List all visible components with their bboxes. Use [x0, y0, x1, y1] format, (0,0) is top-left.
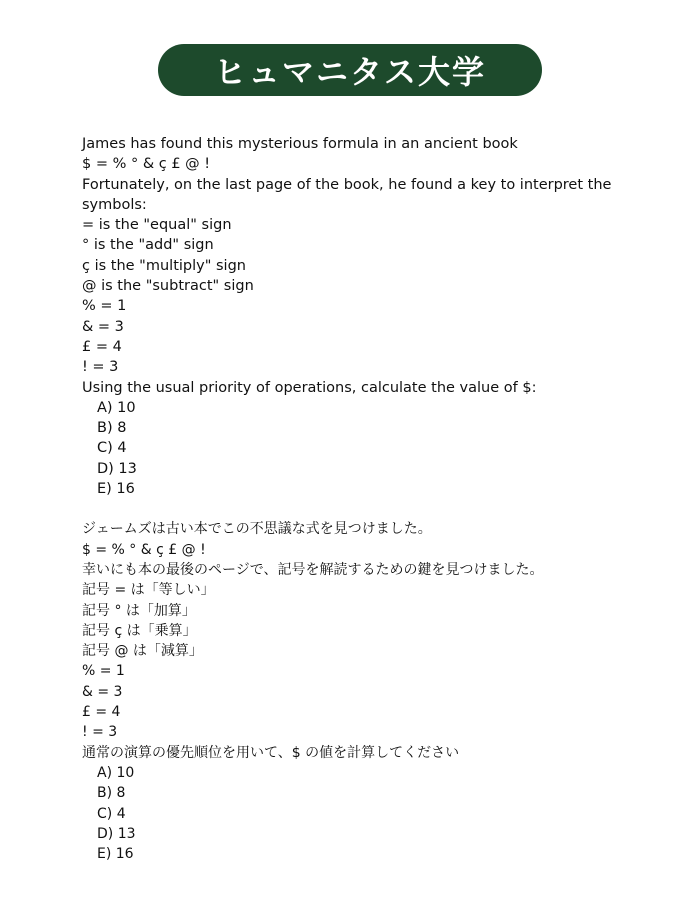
japanese-value-exclamation: ! = 3 [82, 724, 118, 741]
japanese-formula: $ = % ° & ç £ @ ! [82, 541, 206, 558]
english-key-text: Fortunately, on the last page of the book, he found a key to interpret the symbols: [82, 176, 612, 213]
question-content [82, 134, 642, 864]
japanese-question: 通常の演算の優先順位を用いて、$ の値を計算してください [82, 744, 460, 761]
english-options-list [82, 398, 642, 499]
japanese-rule-multiply: 記号 ç は「乗算」 [82, 622, 197, 639]
japanese-option-a: A) 10 [97, 764, 135, 781]
english-rule-add: ° is the "add" sign [82, 237, 214, 254]
japanese-value-percent: % = 1 [82, 663, 125, 680]
japanese-options-list [82, 763, 642, 864]
english-rule-subtract: @ is the "subtract" sign [82, 278, 254, 295]
japanese-rule-add: 記号 ° は「加算」 [82, 602, 196, 619]
english-value-pound: £ = 4 [82, 338, 122, 355]
japanese-option-c: C) 4 [97, 805, 126, 822]
japanese-option-d: D) 13 [97, 825, 136, 842]
japanese-intro: ジェームズは古い本でこの不思議な式を見つけました。 [82, 521, 432, 538]
english-option-b: B) 8 [97, 420, 127, 437]
english-rule-equal: = is the "equal" sign [82, 217, 232, 234]
english-option-a: A) 10 [97, 399, 136, 416]
japanese-key-text: 幸いにも本の最後のページで、記号を解読するための鍵を見つけました。 [82, 561, 544, 578]
japanese-rules-list [82, 580, 642, 742]
university-header-banner [158, 44, 542, 96]
english-value-exclamation: ! = 3 [82, 359, 119, 376]
english-option-c: C) 4 [97, 440, 127, 457]
english-value-ampersand: & = 3 [82, 318, 124, 335]
english-section [82, 134, 642, 499]
japanese-value-ampersand: & = 3 [82, 683, 123, 700]
english-option-e: E) 16 [97, 481, 135, 498]
japanese-rule-subtract: 記号 @ は「減算」 [82, 643, 203, 660]
japanese-option-e: E) 16 [97, 846, 134, 863]
japanese-option-b: B) 8 [97, 785, 126, 802]
japanese-rule-equal: 記号 = は「等しい」 [82, 582, 215, 599]
english-rule-multiply: ç is the "multiply" sign [82, 257, 246, 274]
english-question: Using the usual priority of operations, calculate the value of $: [82, 379, 537, 396]
university-name-title: ヒュマニタス大学 [213, 53, 486, 91]
japanese-value-pound: £ = 4 [82, 704, 121, 721]
english-option-d: D) 13 [97, 460, 137, 477]
japanese-section [82, 519, 642, 864]
english-value-percent: % = 1 [82, 298, 127, 315]
english-rules-list [82, 215, 642, 377]
english-intro: James has found this mysterious formula in an ancient book [82, 136, 518, 152]
english-formula: $ = % ° & ç £ @ ! [82, 156, 211, 173]
